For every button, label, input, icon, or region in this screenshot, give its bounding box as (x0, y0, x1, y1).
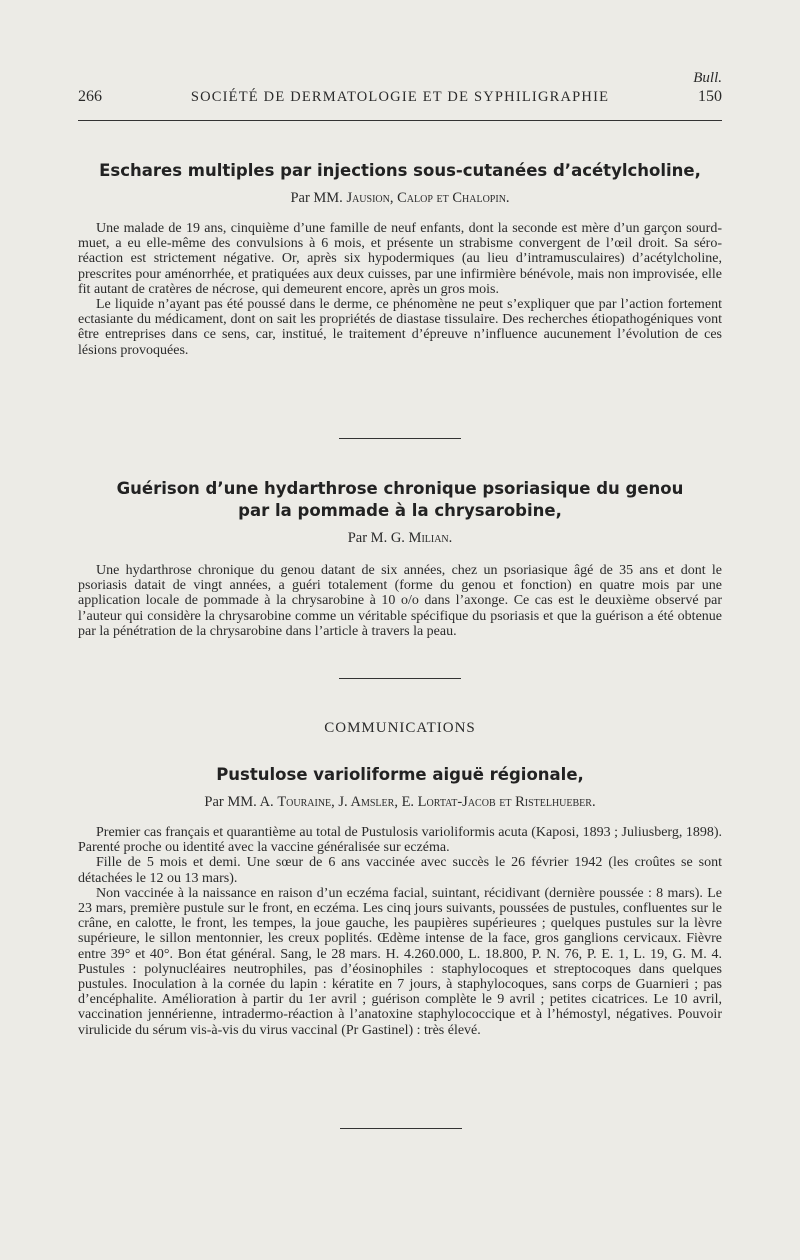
article-title-line1: Guérison d’une hydarthrose chronique psoriasique du genou (116, 479, 684, 498)
running-header (78, 88, 722, 106)
paragraph: Le liquide n’ayant pas été poussé dans le derme, ce phénomène ne peut s’expliquer que par l’action fortement ectasiante du médicament, dont on sait les propriétés de diastase tissulaire. Des recherches étiopathogéniques vont être entreprises dans ce sens, car, institué, le traitement d’épreuve n’influence aucunement l’évolution de ces lésions provoquées. (78, 297, 722, 358)
article-acetylcholine (78, 160, 722, 358)
separator (340, 1128, 462, 1129)
journal-abbrev: Bull. (693, 70, 722, 86)
byline-authors: Jausion, Calop et Chalopin. (346, 190, 510, 206)
separator (78, 438, 722, 439)
article-hydarthrose (78, 478, 722, 639)
paragraph: Une hydarthrose chronique du genou datant de six années, chez un psoriasique âgé de 35 ans et dont le psoriasis datait de vingt années, a guéri totalement (forme du genou et fonction) en quatre mois par une application locale de pommade à la chrysarobine à 10 o/o dans l’axonge. Ce cas est le deuxième observé par l’auteur qui considère la chrysarobine comme un véritable spécifique du psoriasis et que la guérison a été obtenue par la pénétration de la chrysarobine dans l’article à travers la peau. (78, 563, 722, 639)
article-title: Pustulose varioliforme aiguë régionale, (216, 765, 584, 784)
running-title: SOCIÉTÉ DE DERMATOLOGIE ET DE SYPHILIGRAPHIE (190, 89, 610, 105)
article-title: Eschares multiples par injections sous-cutanées d’acétylcholine, (99, 161, 701, 180)
paragraph: Fille de 5 mois et demi. Une sœur de 6 ans vaccinée avec succès le 26 février 1942 (les croûtes se sont détachées le 12 ou 13 mars). (78, 855, 722, 886)
article-pustulose (78, 764, 722, 1038)
byline-prefix: Par MM. A. (204, 794, 274, 810)
paragraph: Premier cas français et quarantième au total de Pustulosis varioliformis acuta (Kaposi, 1893 ; Juliusberg, 1898). Parenté proche ou identité avec la vaccine généralisée sur eczéma. (78, 825, 722, 856)
page-number: 266 (78, 88, 102, 105)
byline-authors: Milian. (408, 530, 453, 546)
header-rule (78, 120, 722, 121)
paragraph: Une malade de 19 ans, cinquième d’une famille de neuf enfants, dont la seconde est mère d’un garçon sourd-muet, a eu elle-même des convulsions à 6 mois, et présente un strabisme convergent de l’œil droit. Sa séro-réaction est strictement négative. Or, après six hypodermiques (au lieu d’intramusculaires) d’acétylcholine, prescrites pour aménorrhée, et pratiquées aux deux cuisses, par une infirmière bénévole, mais non improvisée, elle fit autant de cratères de nécrose, qui demeurent encore, après un gros mois. (78, 221, 722, 297)
byline-prefix: Par MM. (290, 190, 343, 206)
article-byline (78, 794, 722, 811)
article-byline (78, 530, 722, 547)
paragraph: Non vaccinée à la naissance en raison d’un eczéma facial, suintant, récidivant (dernière poussée : 8 mars). Le 23 mars, première pustule sur le front, en eczéma. Les cinq jours suivants, poussées de pustules, confluentes sur le crâne, en calotte, le front, les tempes, la joue gauche, les paupières supérieures ; quelques pustules sur la lèvre supérieure, le sillon mentonnier, les creux poplités. Œdème intense de la face, gros ganglions cervicaux. Fièvre entre 39° et 40°. Bon état général. Sang, le 28 mars. H. 4.260.000, L. 18.800, P. N. 76, P. E. 1, L. 19, G. M. 4. Pustules : polynucléaires neutrophiles, pas d’éosinophiles : staphylocoques et streptocoques dans quelques pustules. Inoculation à la cornée du lapin : kératite en 7 jours, à staphylocoques, sans corps de Guarnieri ; pas d’encéphalite. Amélioration à partir du 1er avril ; guérison complète le 9 avril ; petites cicatrices. Le 10 avril, vaccination jennérienne, intradermo-réaction à l’anatoxine staphylococcique et à l’hémostyl, négatives. Pouvoir virulicide du sérum vis-à-vis du virus vaccinal (Pr Gastinel) : très élevé. (78, 885, 722, 1038)
issue-number: 150 (698, 88, 722, 105)
communications-heading (78, 720, 722, 737)
byline-prefix: Par M. G. (347, 530, 405, 546)
article-byline (78, 190, 722, 207)
section-heading: COMMUNICATIONS (324, 720, 476, 736)
byline-authors: Touraine, J. Amsler, E. Lortat-Jacob et Ristelhueber. (277, 794, 596, 810)
separator (78, 678, 722, 679)
article-title-line2: par la pommade à la chrysarobine, (238, 501, 562, 520)
